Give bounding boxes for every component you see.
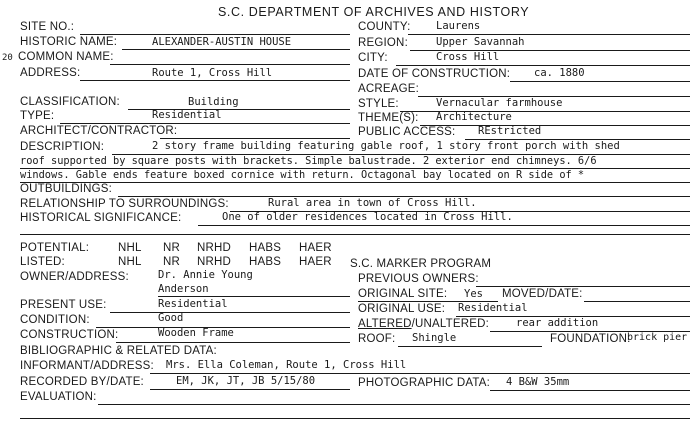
foundation-label: FOUNDATION: (550, 333, 631, 345)
listed-habs: HABS (249, 256, 282, 268)
public-access-value: REstricted (478, 125, 542, 137)
foundation-value: brick pier (627, 332, 688, 343)
owner-label: OWNER/ADDRESS: (20, 271, 129, 283)
photo-label: PHOTOGRAPHIC DATA: (358, 377, 491, 389)
historic-name-value: ALEXANDER-AUSTIN HOUSE (152, 36, 292, 48)
type-value: Residential (152, 109, 222, 121)
photo-line (490, 390, 690, 391)
section-divider (20, 234, 690, 235)
recorded-label: RECORDED BY/DATE: (20, 376, 144, 388)
owner-rule (158, 296, 350, 297)
present-use-label: PRESENT USE: (20, 299, 107, 311)
construction-value: Wooden Frame (158, 327, 234, 339)
region-label: REGION: (358, 37, 408, 49)
form-header: S.C. DEPARTMENT OF ARCHIVES AND HISTORY (218, 5, 530, 19)
condition-label: CONDITION: (20, 314, 90, 326)
style-value: Vernacular farmhouse (436, 97, 563, 109)
city-label: CITY: (358, 52, 388, 64)
listed-nrhd: NRHD (197, 256, 232, 268)
present-use-line (110, 312, 350, 313)
listed-haer: HAER (299, 256, 332, 268)
previous-owners-label: PREVIOUS OWNERS: (358, 273, 479, 285)
city-value: Cross Hill (436, 51, 500, 63)
original-use-value: Residential (458, 302, 528, 314)
original-site-value: Yes (464, 288, 483, 300)
description-rule-3 (20, 182, 690, 183)
recorded-line (150, 389, 350, 390)
county-value: Laurens (436, 20, 481, 32)
common-name-line (110, 64, 350, 65)
unaltered-text: /UNALTERED: (411, 318, 489, 330)
listed-label: LISTED: (20, 256, 65, 268)
site-no-label: SITE NO.: (20, 21, 75, 33)
date-label: DATE OF CONSTRUCTION: (358, 68, 511, 80)
description-line-3: windows. Gable ends feature boxed cornice with return. Octagonal bay located on R side of * (20, 169, 585, 181)
construction-label: CONSTRUCTION: (20, 329, 119, 341)
description-label: DESCRIPTION: (20, 141, 105, 153)
potential-haer: HAER (299, 242, 332, 254)
significance-line (198, 225, 690, 226)
evaluation-line-2 (20, 418, 690, 419)
address-value: Route 1, Cross Hill (152, 67, 273, 79)
listed-nhl: NHL (118, 256, 142, 268)
potential-nr: NR (163, 242, 181, 254)
previous-owners-line (476, 286, 690, 287)
description-line-1: 2 story frame building featuring gable roof, 1 story front porch with shed (152, 140, 620, 152)
original-use-label: ORIGINAL USE: (358, 303, 446, 315)
marker-program: S.C. MARKER PROGRAM (350, 258, 492, 270)
type-label: TYPE: (20, 110, 55, 122)
roof-label: ROOF: (358, 333, 396, 345)
county-label: COUNTY: (358, 21, 411, 33)
recorded-value: EM, JK, JT, JB 5/15/80 (176, 375, 316, 387)
common-name-label: COMMON NAME: (18, 51, 114, 63)
city-line (396, 65, 690, 66)
informant-label: INFORMANT/ADDRESS: (20, 360, 154, 372)
county-line (408, 34, 690, 35)
classification-label: CLASSIFICATION: (20, 96, 120, 108)
address-label: ADDRESS: (20, 67, 81, 79)
acreage-label: ACREAGE: (358, 83, 420, 95)
significance-label: HISTORICAL SIGNIFICANCE: (20, 212, 182, 224)
relationship-label: RELATIONSHIP TO SURROUNDINGS: (20, 198, 229, 210)
informant-value: Mrs. Ella Coleman, Route 1, Cross Hill (166, 359, 407, 371)
roof-value: Shingle (412, 332, 457, 344)
evaluation-label: EVALUATION: (20, 391, 97, 403)
classification-value: Building (188, 96, 239, 108)
potential-habs: HABS (249, 242, 282, 254)
potential-nrhd: NRHD (197, 242, 232, 254)
site-no-line (80, 34, 350, 35)
photo-value: 4 B&W 35mm (506, 376, 570, 388)
evaluation-line (98, 404, 690, 405)
region-value: Upper Savannah (436, 36, 525, 48)
bibliographic-label: BIBLIOGRAPHIC & RELATED DATA: (20, 345, 217, 357)
relationship-value: Rural area in town of Cross Hill. (268, 197, 477, 209)
altered-value: rear addition (516, 317, 599, 329)
type-line (60, 123, 350, 124)
roof-line (398, 346, 542, 347)
present-use-value: Residential (158, 298, 228, 310)
construction-line (116, 342, 350, 343)
description-line-2: roof supported by square posts with brackets. Simple balustrade. 2 exterior end chimneys. 6/6 (20, 155, 597, 167)
address-line (80, 80, 350, 81)
significance-value: One of older residences located in Cross Hill. (222, 211, 513, 223)
date-value: ca. 1880 (534, 67, 585, 79)
architect-label: ARCHITECT/CONTRACTOR: (20, 125, 178, 137)
owner-line-2: Anderson (158, 283, 209, 295)
historic-name-line (122, 49, 350, 50)
architect-line (160, 138, 350, 139)
condition-value: Good (158, 312, 184, 324)
outbuildings-label: OUTBUILDINGS: (20, 183, 113, 195)
margin-note: 20 (2, 53, 13, 63)
themes-label: THEME(S): (358, 112, 419, 124)
original-site-label: ORIGINAL SITE: (358, 288, 448, 300)
owner-line-1: Dr. Annie Young (158, 269, 253, 281)
altered-label (358, 319, 489, 331)
date-line (510, 81, 690, 82)
themes-value: Architecture (436, 111, 512, 123)
public-access-label: PUBLIC ACCESS: (358, 126, 456, 138)
themes-line (420, 125, 690, 126)
potential-nhl: NHL (118, 242, 142, 254)
moved-date-label: MOVED/DATE: (502, 288, 583, 300)
style-label: STYLE: (358, 98, 399, 110)
altered-underlined: ALTERED (358, 318, 412, 330)
historic-name-label: HISTORIC NAME: (20, 36, 118, 48)
potential-label: POTENTIAL: (20, 242, 90, 254)
moved-date-line (584, 301, 690, 302)
listed-nr: NR (163, 256, 181, 268)
informant-line (150, 373, 690, 374)
